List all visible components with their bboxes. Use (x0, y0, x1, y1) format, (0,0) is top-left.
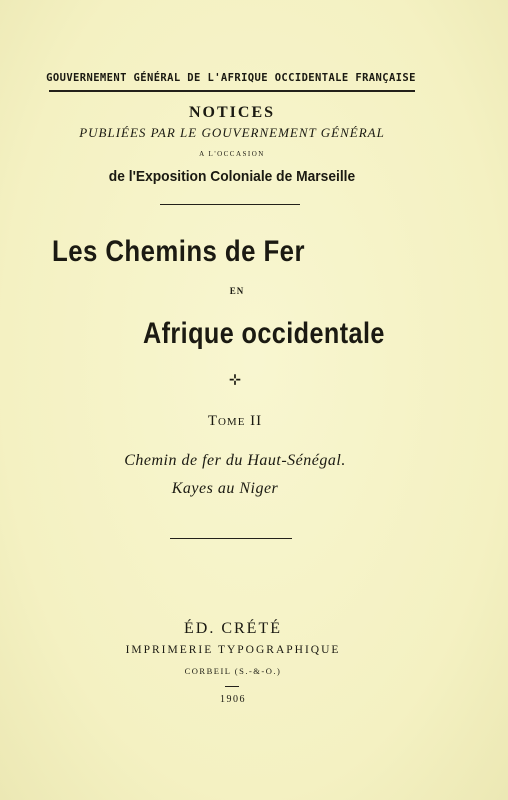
title-connector: EN (229, 286, 245, 296)
subtitle-line-2: Kayes au Niger (171, 480, 279, 497)
publication-year: 1906 (220, 694, 246, 705)
subtitle-line-1: Chemin de fer du Haut-Sénégal. (124, 452, 346, 469)
exposition-line: de l'Exposition Coloniale de Marseille (108, 168, 356, 185)
government-heading: GOUVERNEMENT GÉNÉRAL DE L'AFRIQUE OCCIDENTALE FRANÇAISE (46, 72, 416, 84)
place-line: CORBEIL (S.-&-O.) (184, 666, 282, 676)
published-by-line: PUBLIÉES PAR LE GOUVERNEMENT GÉNÉRAL (79, 125, 385, 140)
printer-line: IMPRIMERIE TYPOGRAPHIQUE (125, 644, 341, 656)
top-rule (49, 90, 415, 92)
small-dash (225, 686, 239, 687)
tome-label (0, 413, 470, 430)
occasion-line: A L'OCCASION (199, 150, 265, 158)
middle-rule (160, 204, 300, 205)
publisher-name: ÉD. CRÉTÉ (184, 620, 282, 637)
main-title-line-1: Les Chemins de Fer (52, 235, 305, 268)
tome-text: Tome II (207, 413, 263, 429)
ornament-icon: ⊹ (229, 373, 241, 388)
lower-rule (170, 538, 292, 539)
main-title-line-2: Afrique occidentale (143, 317, 385, 350)
notices-heading: NOTICES (188, 104, 276, 121)
